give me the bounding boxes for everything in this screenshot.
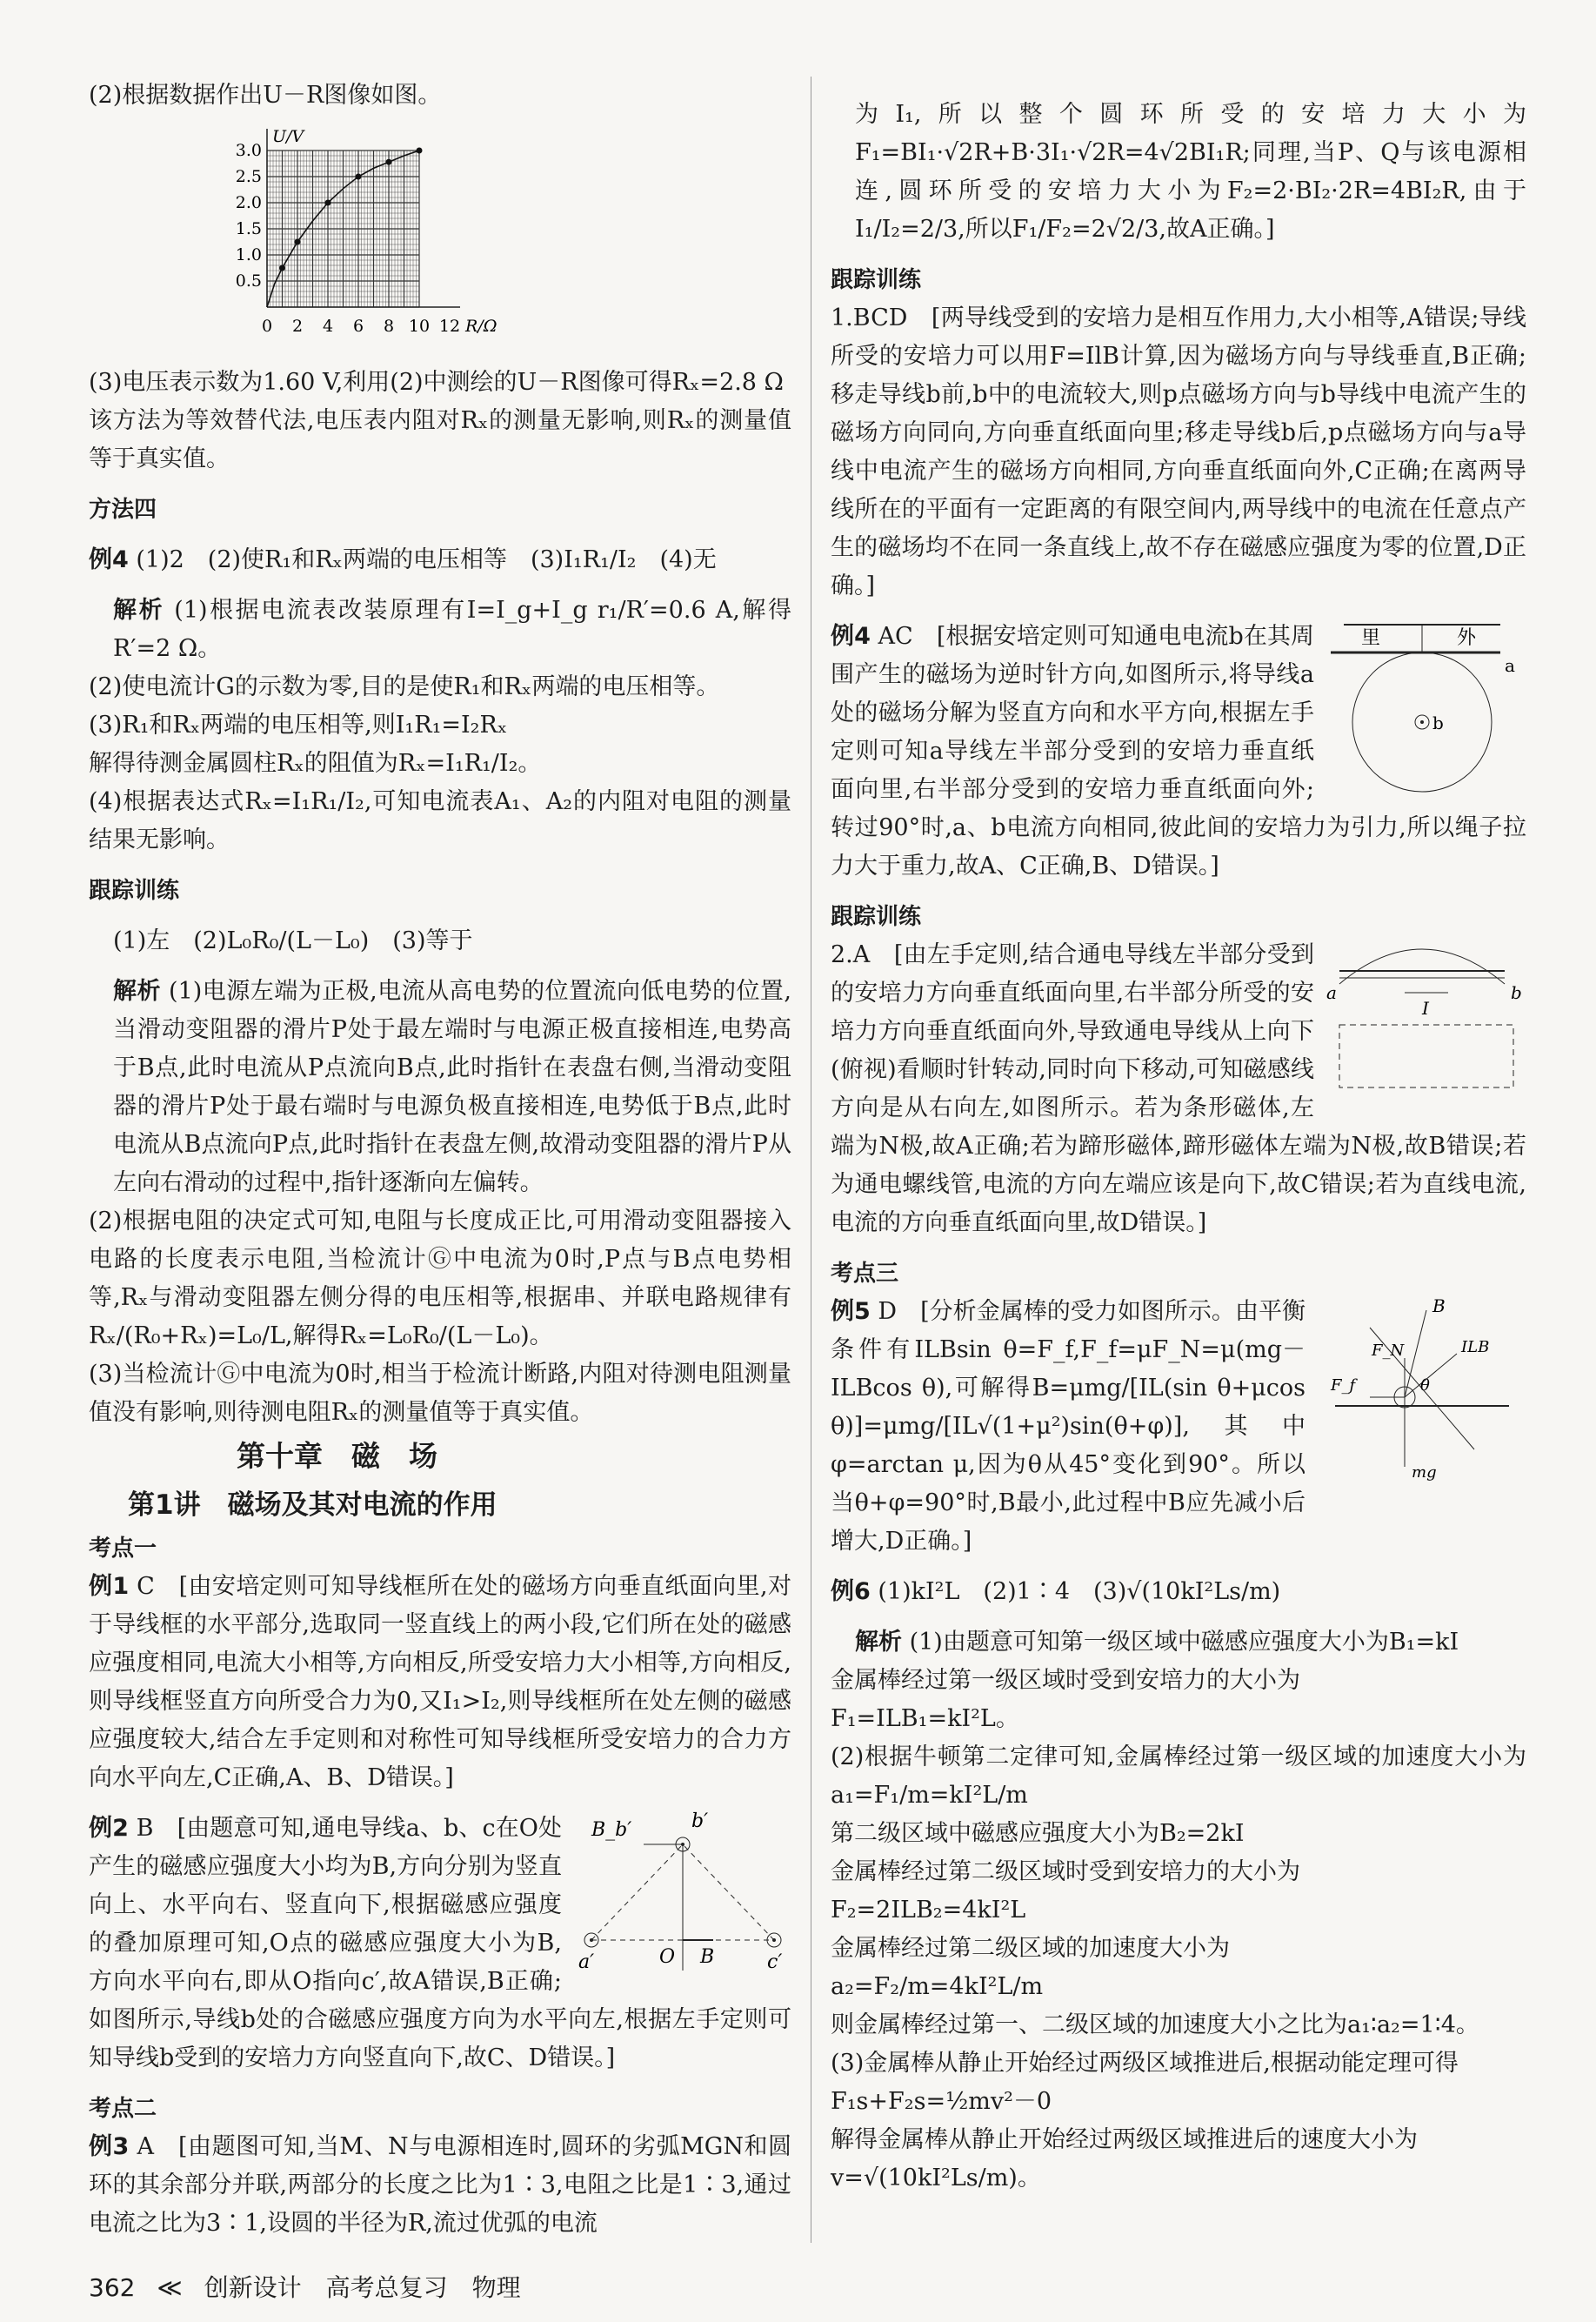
label-B: B — [700, 1946, 715, 1968]
text-line: 解得金属棒从静止开始经过两级区域推进后的速度大小为 — [831, 2126, 1418, 2153]
label-c-prime: c′ — [767, 1951, 783, 1973]
text-para: 该方法为等效替代法,电压表内阻对Rₓ的测量无影响,则Rₓ的测量值等于真实值。 — [89, 407, 791, 472]
label-Ff: F_f — [1331, 1376, 1356, 1395]
label-ILB: ILB — [1461, 1338, 1490, 1356]
data-point — [417, 148, 423, 154]
x-tick-label: 2 — [291, 317, 304, 336]
formula-line: a₂=F₂/m=4kI²L/m — [831, 1973, 1044, 2000]
section-heading: 考点三 — [831, 1261, 899, 1287]
data-point — [295, 239, 301, 245]
text-para: (1)由题意可知第一级区域中磁感应强度大小为B₁=kI — [902, 1629, 1459, 1656]
columns — [89, 77, 1596, 2243]
text-para: A [由题图可知,当M、N与电源相连时,圆环的劣弧MGN和圆环的其余部分并联,两部分的长度之比为1∶3,电阻之比是1∶3,通过电流之比为3∶1,设圆的半径为R,流过优弧的电流 — [89, 2133, 792, 2237]
text-line: 则金属棒经过第一、二级区域的加速度大小之比为a₁∶a₂=1∶4。 — [831, 2011, 1479, 2038]
text-line: (3)金属棒从静止开始经过两级区域推进后,根据动能定理可得 — [831, 2050, 1459, 2077]
text-para: (2)使电流计G的示数为零,目的是使R₁和Rₓ两端的电压相等。 — [89, 673, 720, 700]
text-para: B [由题意可知,通电导线a、b、c在O处产生的磁感应强度大小均为B,方向分别为竖直向上、水平向右、竖直向下,根据磁感应强度的叠加原理可知,O点的磁感应强度大小为B,方向水平向右,即从O指向c′,故A错误,B正确;如图所示,导线b处的合磁感应强度方向为水平向左,根据左手定则可知导线b受到的安培力方向竖直向下,故C、D错误。] — [89, 1815, 791, 2071]
example-answer: (1)kI²L (2)1∶4 (3)√(10kI²Ls/m) — [870, 1578, 1281, 1605]
label-a-prime: a′ — [578, 1951, 595, 1973]
y-tick-label: 1.5 — [235, 219, 262, 238]
text-para: C [由安培定则可知导线框所在处的磁场方向垂直纸面向里,对于导线框的水平部分,选取同一竖直线上的两小段,它们所在处的磁感应强度相同,电流大小相等,方向相反,所受安培力大小相等,方向相反,则导线框竖直方向所受合力为0,又I₁>I₂,则导线框所在处左侧的磁感应强度较大,结合左手定则和对称性可知导线框所受安培力的合力方向水平向左,C正确,A、B、D错误。] — [89, 1573, 791, 1791]
text-para: 1.BCD [两导线受到的安培力是相互作用力,大小相等,A错误;导线所受的安培力可以用F=IlB计算,因为磁场方向与导线垂直,B正确;移走导线b前,b中的电流较大,则p点磁场方向与b导线中电流产生的磁场方向同向,方向垂直纸面向里;移走导线b后,p点磁场方向与a导线中电流产生的磁场方向相同,方向垂直纸面向外,C正确;在离两导线所在的平面有一定距离的有限空间内,两导线中的电流在任意点产生的磁场均不在同一条直线上,故不存在磁感应强度为零的位置,D正确。] — [831, 304, 1526, 599]
section-heading: 方法四 — [89, 497, 157, 523]
text-line: 金属棒经过第二级区域时受到安培力的大小为 — [831, 1858, 1300, 1885]
label-b: b — [1432, 713, 1444, 733]
ex2-diagram — [574, 1810, 791, 1975]
analysis-label: 解析 — [855, 1629, 902, 1656]
text-para: (1)电源左端为正极,电流从高电势的位置流向低电势的位置,当滑动变阻器的滑片P处于最左端时与电源正极直接相连,电势高于B点,此时电流从P点流向B点,此时指针在表盘右侧,当滑动变阻器的滑片P处于最右端时与电源负极直接相连,电势低于B点,此时电流从B点流向P点,此时指针在表盘左侧,故滑动变阻器的滑片P从左向右滑动的过程中,指针逐渐向左偏转。 — [113, 978, 791, 1196]
x-axis-label: R/Ω — [465, 317, 497, 336]
example-label: 例4 — [89, 546, 129, 573]
section-heading: 考点一 — [89, 1536, 157, 1562]
label-in: 里 — [1361, 627, 1381, 649]
text-para: (3)电压表示数为1.60 V,利用(2)中测绘的U－R图像可得Rₓ=2.8 Ω — [89, 369, 784, 396]
ex4-diagram — [1326, 618, 1526, 800]
book-title: 创新设计 高考总复习 物理 — [204, 2273, 521, 2302]
example-label: 例4 — [831, 623, 871, 650]
lesson-title: 第1讲 磁场及其对电流的作用 — [128, 1489, 497, 1521]
text-para: (4)根据表达式Rₓ=I₁R₁/I₂,可知电流表A₁、A₂的内阻对电阻的测量结果无影响。 — [89, 788, 791, 853]
text-para: AC [根据安培定则可知通电电流b在其周围产生的磁场为逆时针方向,如图所示,将导线a处的磁场分解为竖直方向和水平方向,根据左手定则可知a导线左半部分受到的安培力垂直纸面向里,右半部分受到的安培力垂直纸面向外;转过90°时,a、b电流方向相同,彼此间的安培力为引力,所以绳子拉力大于重力,故A、C正确,B、D错误。] — [831, 623, 1526, 880]
label-O: O — [659, 1946, 676, 1968]
formula-line: F₁=ILB₁=kI²L。 — [831, 1705, 1019, 1732]
ex5-diagram — [1318, 1293, 1526, 1484]
label-a: a — [1326, 982, 1337, 1003]
label-mg: mg — [1412, 1463, 1437, 1482]
analysis-label: 解析 — [113, 597, 165, 624]
text-line: 金属棒经过第二级区域的加速度大小为 — [831, 1935, 1230, 1962]
page-footer — [89, 2269, 1596, 2304]
y-tick-label: 0.5 — [235, 271, 262, 291]
example-label: 例2 — [89, 1815, 129, 1842]
section-heading: 考点二 — [89, 2096, 157, 2122]
y-axis-label: U/V — [272, 127, 304, 146]
y-tick-label: 3.0 — [235, 141, 262, 160]
text-para: 为I₁,所以整个圆环所受的安培力大小为F₁=BI₁·√2R+B·3I₁·√2R=4√2BI₁R;同理,当P、Q与该电源相连,圆环所受的安培力大小为F₂=2·BI₂·2R=4BI₂R,由于I₁/I₂=2/3,所以F₁/F₂=2√2/3,故A正确。] — [855, 101, 1526, 243]
text-line: (2)根据数据作出U－R图像如图。 — [89, 82, 442, 109]
x-tick-label: 4 — [322, 317, 334, 336]
label-B: B — [1432, 1295, 1446, 1316]
u-r-chart — [219, 120, 791, 358]
text-para: 解得待测金属圆柱Rₓ的阻值为Rₓ=I₁R₁/I₂。 — [89, 750, 542, 777]
example-answer: (1)2 (2)使R₁和Rₓ两端的电压相等 (3)I₁R₁/I₂ (4)无 — [128, 546, 717, 573]
x-tick-label: 6 — [352, 317, 364, 336]
analysis-label: 解析 — [113, 978, 161, 1005]
u-r-chart-svg — [219, 120, 515, 346]
label-theta: θ — [1420, 1376, 1430, 1395]
example-label: 例6 — [831, 1578, 871, 1605]
data-point — [325, 200, 331, 206]
text-para: 2.A [由左手定则,结合通电导线左半部分受到的安培力方向垂直纸面向里,右半部分所受的安培力方向垂直纸面向外,导致通电导线从上向下(俯视)看顺时针转动,同时向下移动,可知磁感线方向是从右向左,如图所示。若为条形磁体,左端为N极,故A正确;若为蹄形磁体,蹄形磁体左端为N极,故B错误;若为通电螺线管,电流的方向左端应该是向下,故C错误;若为直线电流,电流的方向垂直纸面向里,故D错误。] — [831, 941, 1526, 1236]
y-tick-label: 1.0 — [235, 245, 262, 264]
data-point — [356, 174, 362, 180]
right-column — [811, 77, 1526, 2198]
data-point — [386, 159, 392, 165]
section-heading: 跟踪训练 — [89, 878, 180, 904]
text-para: (3)R₁和Rₓ两端的电压相等,则I₁R₁=I₂Rₓ — [89, 712, 508, 739]
example-label: 例5 — [831, 1298, 871, 1325]
formula-line: v=√(10kI²Ls/m)。 — [831, 2165, 1041, 2192]
text-line: 金属棒经过第一级区域时受到安培力的大小为 — [831, 1667, 1300, 1694]
label-Bb: B_b′ — [591, 1819, 632, 1841]
label-b: b — [1511, 982, 1522, 1003]
label-out: 外 — [1457, 627, 1477, 649]
text-para: (2)根据牛顿第二定律可知,金属棒经过第一级区域的加速度大小为a₁=F₁/m=kI²L/m — [831, 1743, 1526, 1809]
section-heading: 跟踪训练 — [831, 267, 922, 293]
track-answer: (1)左 (2)L₀R₀/(L－L₀) (3)等于 — [113, 927, 473, 954]
label-b-prime: b′ — [691, 1810, 709, 1832]
text-para: (2)根据电阻的决定式可知,电阻与长度成正比,可用滑动变阻器接入电路的长度表示电阻,当检流计Ⓖ中电流为0时,P点与B点电势相等,Rₓ与滑动变阻器左侧分得的电压相等,根据串、并联电路规律有Rₓ/(R₀+Rₓ)=L₀/L,解得Rₓ=L₀R₀/(L－L₀)。 — [89, 1208, 791, 1349]
text-para: D [分析金属棒的受力如图所示。由平衡条件有ILBsin θ=F_f,F_f=μF_N=μ(mg－ILBcos θ),可解得B=μmg/[IL(sin θ+μcos θ)]=μmg/[IL√(1+μ²)sin(θ+φ)],其中φ=arctan μ,因为θ从45°变化到90°。所以当θ+φ=90°时,B最小,此过程中B应先减小后增大,D正确。] — [831, 1298, 1306, 1555]
x-tick-label: 8 — [383, 317, 395, 336]
x-tick-label: 10 — [408, 317, 431, 336]
label-I: I — [1422, 998, 1429, 1019]
chapter-title: 第十章 磁 场 — [237, 1439, 437, 1473]
section-heading: 跟踪训练 — [831, 904, 922, 930]
y-tick-label: 2.0 — [235, 193, 262, 212]
text-para: (1)根据电流表改装原理有I=I_g+I_g r₁/R′=0.6 A,解得R′=2 Ω。 — [113, 597, 791, 662]
page-number: 362 — [89, 2273, 136, 2302]
x-tick-label: 12 — [438, 317, 461, 336]
x-tick-label: 0 — [261, 317, 273, 336]
text-line: 第二级区域中磁感应强度大小为B₂=2kI — [831, 1820, 1245, 1847]
example-label: 例1 — [89, 1573, 130, 1600]
data-point — [279, 265, 285, 271]
left-column — [89, 77, 811, 2243]
text-para: (3)当检流计Ⓖ中电流为0时,相当于检流计断路,内阻对待测电阻测量值没有影响,则待测电阻Rₓ的测量值等于真实值。 — [89, 1361, 791, 1426]
track2-diagram — [1326, 936, 1526, 1093]
label-FN: F_N — [1372, 1342, 1405, 1360]
formula-line: F₂=2ILB₂=4kI²L — [831, 1897, 1026, 1924]
y-tick-label: 2.5 — [235, 167, 262, 186]
example-label: 例3 — [89, 2133, 130, 2160]
label-a: a — [1505, 655, 1515, 676]
formula-line: F₁s+F₂s=½mv²－0 — [831, 2088, 1052, 2115]
arrow-icon: ≪ — [157, 2273, 183, 2302]
